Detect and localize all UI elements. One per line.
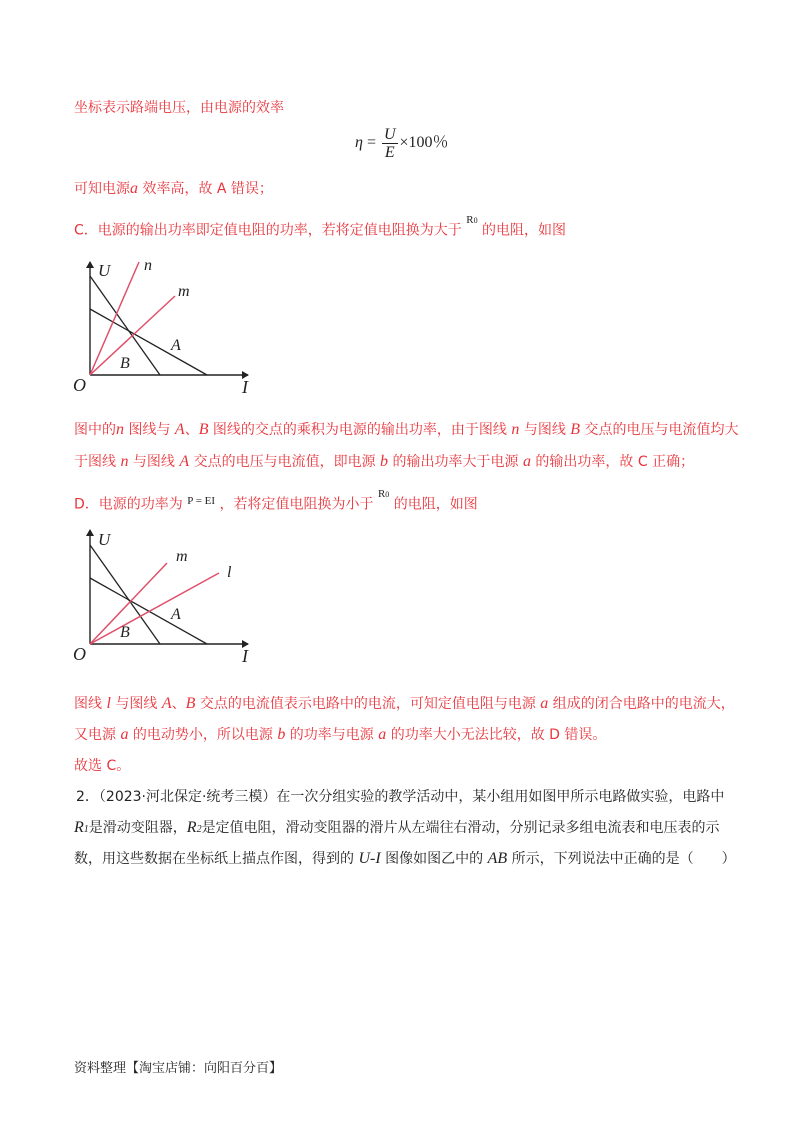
text-line-answer: 故选 C。 <box>74 758 131 774</box>
line-a <box>90 309 207 375</box>
label-origin: O <box>73 375 86 395</box>
label-a-2: A <box>171 606 181 623</box>
r0-symbol: R0 <box>466 214 478 226</box>
power-formula: P = EI <box>187 494 216 507</box>
line-m <box>90 296 175 375</box>
ui-graph-1 <box>70 250 270 400</box>
text-line-analysis-2: 于图线 n 与图线 A 交点的电压与电流值，即电源 b 的输出功率大于电源 a 的输出功率，故 C 正确； <box>74 453 695 470</box>
label-a: A <box>171 337 181 354</box>
efficiency-formula: η = $\frac{U}{E}$ ×100％ <box>355 126 449 161</box>
label-m-2: m <box>176 548 188 565</box>
label-u-2: U <box>98 530 111 549</box>
text-line-conclusion-a: 可知电源a 效率高，故 A 错误； <box>74 180 273 197</box>
label-n: n <box>144 257 152 274</box>
r0-symbol-2: R0 <box>377 488 390 500</box>
label-i-2: I <box>242 646 248 666</box>
label-m: m <box>178 283 190 300</box>
text-line-analysis-4: 又电源 a 的电动势小，所以电源 b 的功率与电源 a 的功率大小无法比较，故 D 错误。 <box>74 726 607 743</box>
label-b: B <box>120 355 130 372</box>
label-b-2: B <box>120 624 130 641</box>
line-l <box>90 573 219 644</box>
question-2-line-2: R1是滑动变阻器，R2是定值电阻，滑动变阻器的滑片从左端往右滑动，分别记录多组电流表和电压表的示 <box>74 819 720 836</box>
label-origin-2: O <box>73 644 86 664</box>
text-line-option-d: D．电源的功率为 P = EI ，若将定值电阻换为小于 R0 的电阻，如图 <box>74 494 478 515</box>
label-i: I <box>242 377 248 397</box>
footer-source: 资料整理【淘宝店铺：向阳百分百】 <box>74 1061 283 1076</box>
fraction-u-over-e: $\frac{U}{E}$ <box>383 126 396 161</box>
text-line-efficiency: 坐标表示路端电压，由电源的效率 <box>74 100 284 116</box>
question-2-line-3: 数，用这些数据在坐标纸上描点作图，得到的 U-I 图像如图乙中的 AB 所示，下列说法中正确的是（ ） <box>74 850 736 867</box>
question-2-line-1: 2．（2023·河北保定·统考三模）在一次分组实验的教学活动中，某小组用如图甲所示电路做实验，电路中 <box>76 789 725 805</box>
label-l: l <box>227 564 232 581</box>
text-line-analysis-1: 图中的n 图线与 A、B 图线的交点的乘积为电源的输出功率，由于图线 n 与图线 B 交点的电压与电流值均大 <box>74 421 739 438</box>
text-line-analysis-3: 图线 l 与图线 A、B 交点的电流值表示电路中的电流，可知定值电阻与电源 a 组成的闭合电路中的电流大， <box>74 695 735 712</box>
label-u: U <box>98 261 111 280</box>
ui-graph-2 <box>70 525 270 675</box>
text-line-option-c: C．电源的输出功率即定值电阻的功率，若将定值电阻换为大于 R0 的电阻，如图 <box>74 220 566 241</box>
